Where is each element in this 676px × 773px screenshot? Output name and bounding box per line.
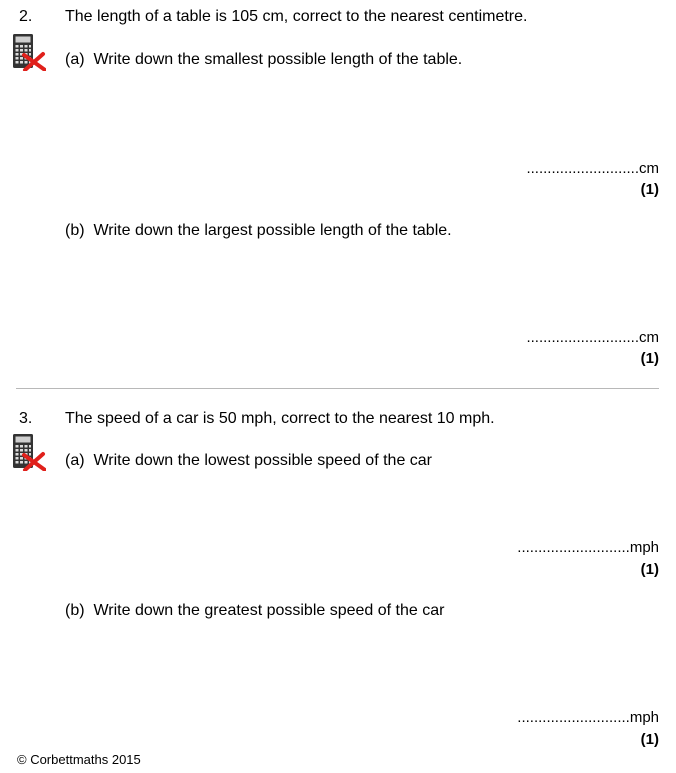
no-calculator-icon <box>12 33 46 71</box>
question-number: 2. <box>19 8 33 25</box>
answer-line[interactable]: ...........................mph <box>517 539 659 556</box>
question-number: 3. <box>19 410 33 427</box>
section-divider <box>16 388 659 389</box>
question-text: The speed of a car is 50 mph, correct to the nearest 10 mph. <box>65 410 495 427</box>
marks-label: (1) <box>640 561 659 578</box>
part-label: (b) <box>65 602 85 619</box>
part-text: Write down the largest possible length of the table. <box>93 222 452 239</box>
marks-label: (1) <box>640 731 659 748</box>
marks-label: (1) <box>640 181 659 198</box>
question-text: The length of a table is 105 cm, correct to the nearest centimetre. <box>65 8 528 25</box>
answer-line[interactable]: ...........................mph <box>517 709 659 726</box>
part-label: (a) <box>65 452 85 469</box>
part-label: (b) <box>65 222 85 239</box>
question-part <box>65 222 452 240</box>
no-calculator-icon <box>12 433 46 471</box>
question-part <box>65 602 444 620</box>
part-label: (a) <box>65 51 85 68</box>
question-part <box>65 51 462 69</box>
question-part <box>65 452 432 470</box>
part-text: Write down the greatest possible speed of the car <box>93 602 445 619</box>
part-text: Write down the lowest possible speed of the car <box>93 452 433 469</box>
marks-label: (1) <box>640 350 659 367</box>
answer-line[interactable]: ...........................cm <box>526 329 659 346</box>
copyright-footer: © Corbettmaths 2015 <box>17 752 141 767</box>
answer-line[interactable]: ...........................cm <box>526 160 659 177</box>
part-text: Write down the smallest possible length of the table. <box>93 51 463 68</box>
